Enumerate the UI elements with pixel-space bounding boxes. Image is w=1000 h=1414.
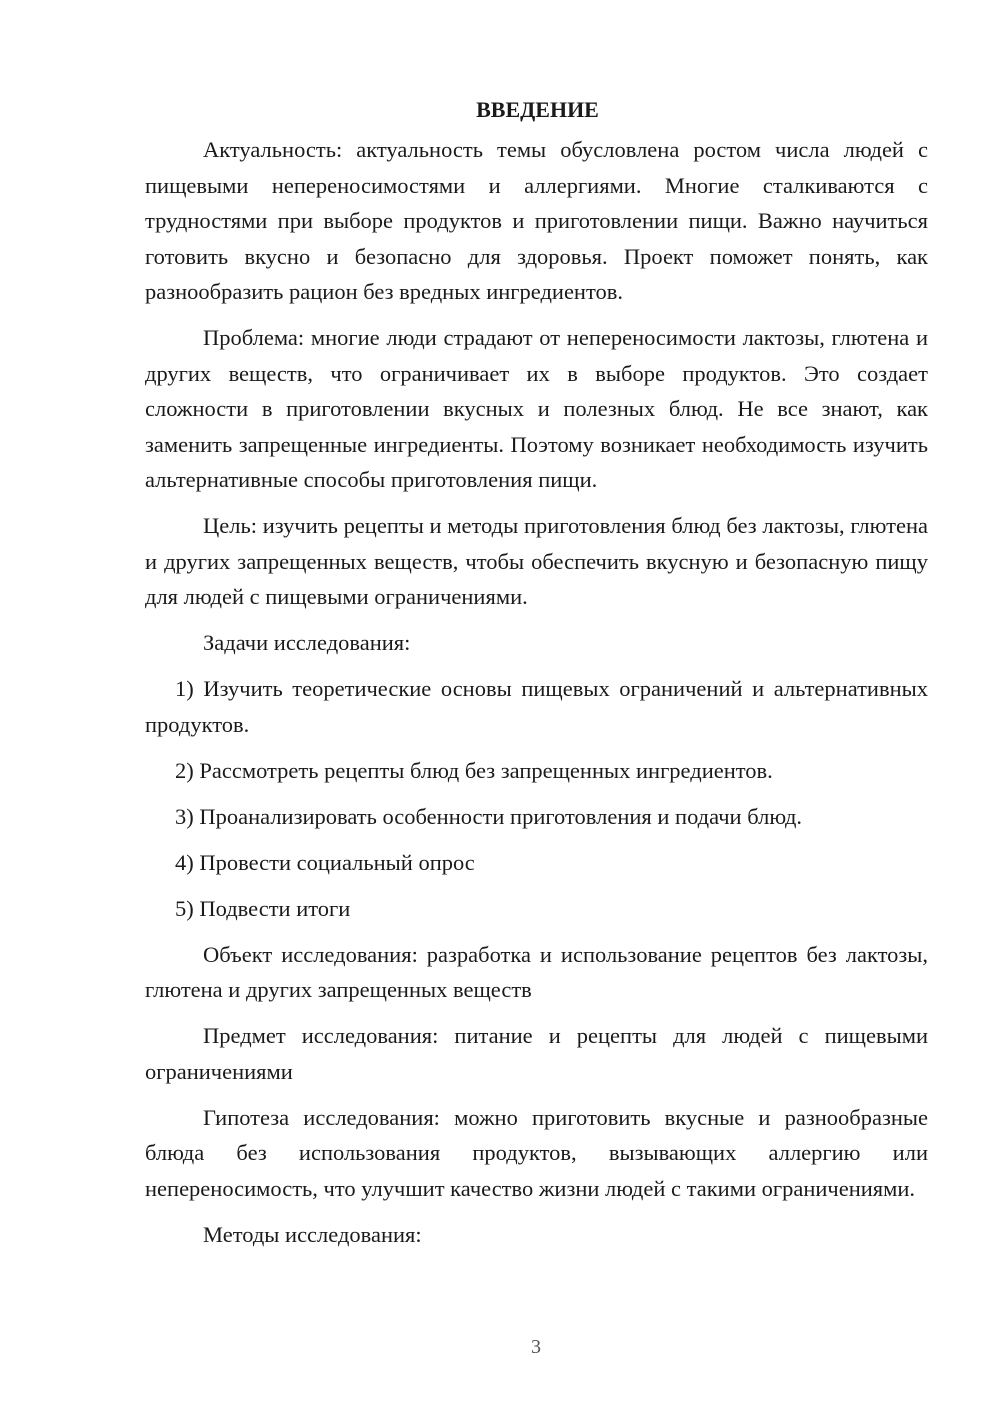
tasks-heading: Задачи исследования: (203, 630, 411, 655)
hypothesis-paragraph: Гипотеза исследования: можно приготовить вкусные и разнообразные блюда без использования продуктов, вызывающих аллергию или непереносимость, что улучшит качество жизни людей с такими ограничениями. (145, 1104, 928, 1201)
methods-heading: Методы исследования: (203, 1221, 422, 1247)
relevance-paragraph: Актуальность: актуальность темы обусловлена ростом числа людей с пищевыми непереносимостями и аллергиями. Многие сталкиваются с трудностями при выборе продуктов и приготовлении пищи. Важно научиться готовить вкусно и безопасно для здоровья. Проект поможет понять, как разнообразить рацион без вредных ингредиентов. (145, 137, 928, 304)
task-item-2: 2) Рассмотреть рецепты блюд без запрещенных ингредиентов. (175, 757, 773, 783)
document-page (145, 92, 928, 1252)
task-item-3: 3) Проанализировать особенности приготовления и подачи блюд. (175, 803, 803, 829)
problem-paragraph: Проблема: многие люди страдают от непереносимости лактозы, глютена и других веществ, что ограничивает их в выборе продуктов. Это создает сложности в приготовлении вкусных и полезных блюд. Не все знают, как заменить запрещенные ингредиенты. Поэтому возникает необходимость изучить альтернативные способы приготовления пищи. (145, 325, 928, 492)
page-number: 3 (531, 1336, 541, 1358)
page-title: ВВЕДЕНИЕ (476, 97, 599, 122)
subject-paragraph: Предмет исследования: питание и рецепты для людей с пищевыми ограничениями (145, 1023, 928, 1084)
object-paragraph: Объект исследования: разработка и использование рецептов без лактозы, глютена и других запрещенных веществ (145, 941, 928, 1002)
task-item-1: 1) Изучить теоретические основы пищевых ограничений и альтернативных продуктов. (145, 676, 928, 737)
task-item-4: 4) Провести социальный опрос (175, 849, 475, 875)
task-item-5: 5) Подвести итоги (175, 895, 351, 921)
goal-paragraph: Цель: изучить рецепты и методы приготовления блюд без лактозы, глютена и других запрещенных веществ, чтобы обеспечить вкусную и безопасную пищу для людей с пищевыми ограничениями. (145, 513, 928, 609)
